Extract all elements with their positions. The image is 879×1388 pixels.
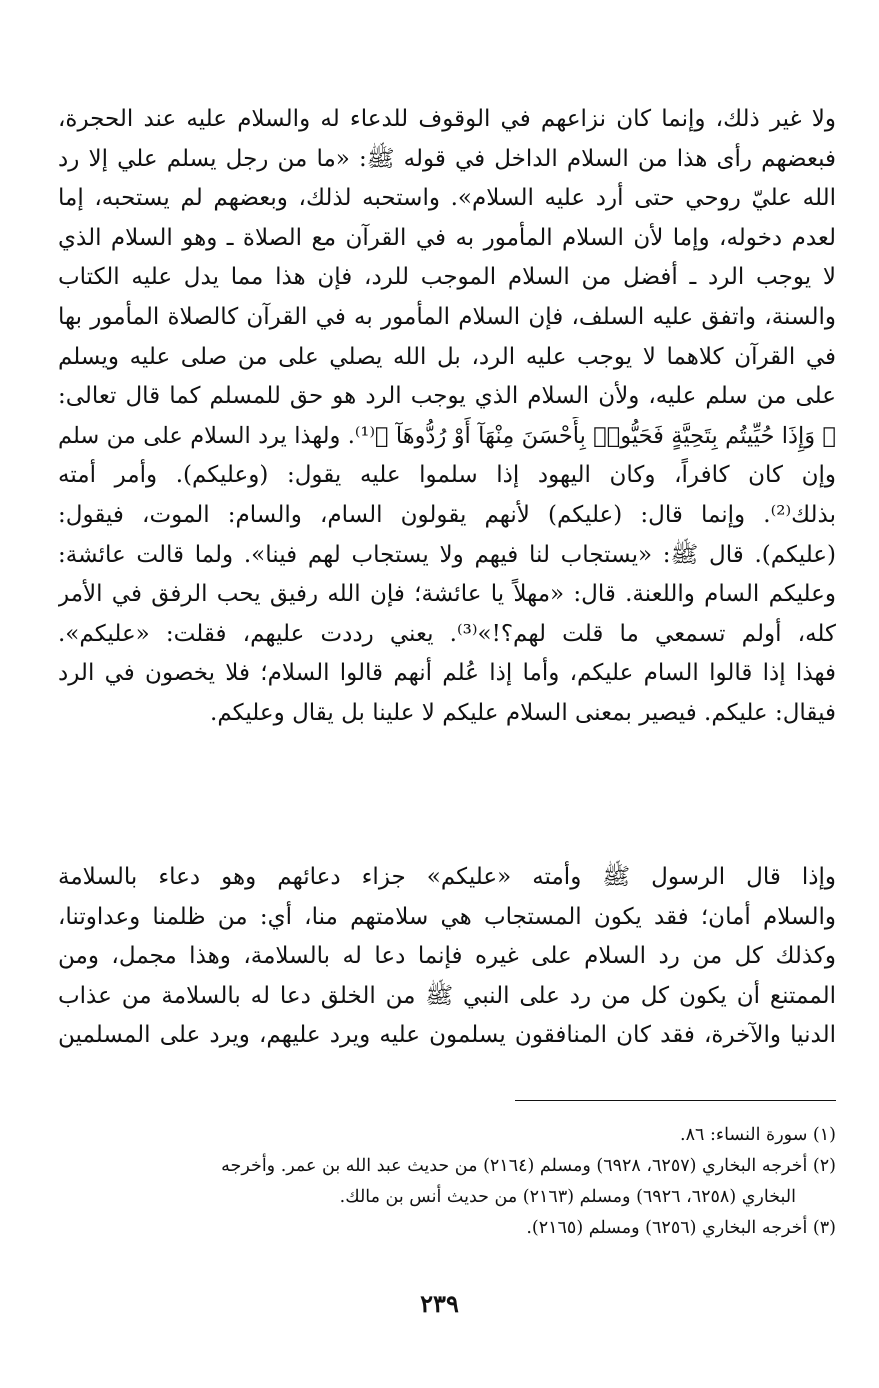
footnote-3	[58, 1213, 836, 1244]
text-line: الله عليّ روحي حتى أرد عليه السلام». واستحبه لذلك، وبعضهم لم يستحبه، إما	[58, 185, 836, 212]
footnote-line: (٢) أخرجه البخاري (٦٢٥٧، ٦٩٢٨) ومسلم (٢١٦٤) من حديث عبد الله بن عمر. وأخرجه	[221, 1156, 836, 1176]
text-line: والسلام أمان؛ فقد يكون المستجاب هي سلامتهم منا، أي: من ظلمنا وعداوتنا،	[58, 903, 836, 930]
footnote-line: البخاري (٦٢٥٨، ٦٩٢٦) ومسلم (٢١٦٣) من حديث أنس بن مالك.	[339, 1187, 796, 1207]
footnote-line: (١) سورة النساء: ٨٦.	[679, 1125, 836, 1145]
main-paragraph-2	[58, 858, 836, 1056]
quran-verse-line: ﴿ وَإِذَا حُيِّيتُم بِتَحِيَّةٍ فَحَيُّوا۟ بِأَحْسَنَ مِنْهَآ أَوْ رُدُّوهَآ ﴾⁽¹⁾. ولهذا يرد السلام على من سلم	[58, 422, 836, 449]
text-line: في القرآن كلاهما لا يوجب عليه الرد، بل الله يصلي على من صلى عليه ويسلم	[58, 343, 836, 370]
text-line: وعليكم السام واللعنة. قال: «مهلاً يا عائشة؛ فإن الله رفيق يحب الرفق في الأمر	[58, 581, 836, 608]
text-line: الممتنع أن يكون كل من رد على النبي ﷺ من الخلق دعا له بالسلامة من عذاب	[58, 982, 836, 1009]
text-line: ولا غير ذلك، وإنما كان نزاعهم في الوقوف للدعاء له والسلام عليه عند الحجرة،	[58, 106, 836, 132]
page-number: ٢٣٩	[420, 1289, 459, 1318]
text-line: وكذلك كل من رد السلام على غيره فإنما دعا له بالسلامة، وهذا مجمل، ومن	[58, 943, 836, 970]
footnote-line: (٣) أخرجه البخاري (٦٢٥٦) ومسلم (٢١٦٥).	[526, 1218, 836, 1238]
text-line: فيقال: عليكم. فيصير بمعنى السلام عليكم لا علينا بل يقال وعليكم.	[210, 699, 836, 726]
text-line: وإذا قال الرسول ﷺ وأمته «عليكم» جزاء دعائهم وهو دعاء بالسلامة	[58, 864, 836, 890]
footnote-2	[58, 1151, 836, 1213]
text-line: على من سلم عليه، ولأن السلام الذي يوجب الرد هو حق للمسلم كما قال تعالى:	[58, 383, 836, 410]
text-line: فهذا إذا قالوا السام عليكم، وأما إذا عُلم أنهم قالوا السلام؛ فلا يخصون في الرد	[58, 660, 836, 687]
footnote-1	[58, 1120, 836, 1151]
main-paragraph-1	[58, 100, 836, 734]
text-line: وإن كان كافراً، وكان اليهود إذا سلموا عليه يقول: (وعليكم). وأمر أمته	[58, 462, 836, 489]
footnotes	[58, 1120, 836, 1244]
text-line: لعدم دخوله، وإما لأن السلام المأمور به في القرآن مع الصلاة ـ وهو السلام الذي	[58, 224, 836, 251]
text-line: والسنة، واتفق عليه السلف، فإن السلام المأمور به في القرآن كالصلاة المأمور بها	[58, 303, 836, 330]
text-line: (عليكم). قال ﷺ: «يستجاب لنا فيهم ولا يستجاب لهم فينا». ولما قالت عائشة:	[58, 541, 836, 568]
text-line: فبعضهم رأى هذا من السلام الداخل في قوله ﷺ: «ما من رجل يسلم علي إلا رد	[58, 145, 836, 172]
text-line: بذلك⁽²⁾. وإنما قال: (عليكم) لأنهم يقولون السام، والسام: الموت، فيقول:	[58, 501, 836, 528]
text-line: لا يوجب الرد ـ أفضل من السلام الموجب للرد، فإن هذا مما يدل عليه الكتاب	[58, 264, 836, 291]
text-line: الدنيا والآخرة، فقد كان المنافقون يسلمون عليه ويرد عليهم، ويرد على المسلمين	[58, 1022, 836, 1049]
text-line: كله، أولم تسمعي ما قلت لهم؟!»⁽³⁾. يعني رددت عليهم، فقلت: «عليكم».	[58, 620, 836, 647]
footnote-separator	[515, 1100, 836, 1101]
